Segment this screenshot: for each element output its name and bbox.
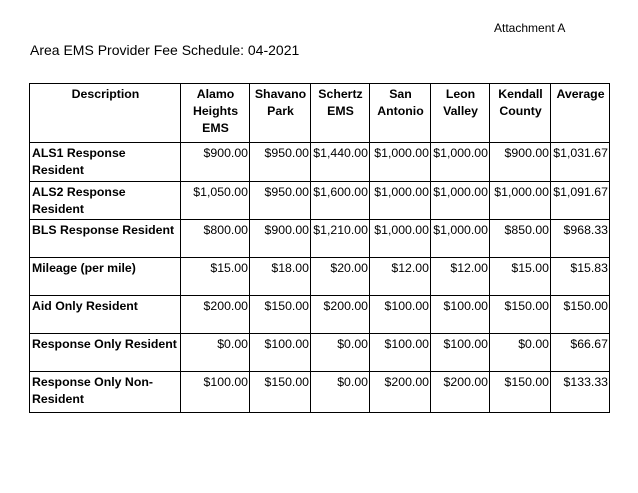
fee-cell: $200.00 [370, 372, 431, 413]
fee-cell: $100.00 [181, 372, 250, 413]
fee-cell: $18.00 [250, 258, 311, 296]
fee-cell: $1,050.00 [181, 182, 250, 220]
fee-cell: $200.00 [311, 296, 370, 334]
fee-cell: $900.00 [181, 143, 250, 182]
row-description: Aid Only Resident [30, 296, 181, 334]
fee-cell: $200.00 [431, 372, 490, 413]
table-row [30, 143, 610, 182]
table-row [30, 258, 610, 296]
column-header-leon-valley: Leon Valley [431, 84, 490, 143]
fee-cell: $0.00 [311, 372, 370, 413]
fee-cell: $1,600.00 [311, 182, 370, 220]
fee-cell: $100.00 [370, 296, 431, 334]
row-description: Response Only Non-Resident [30, 372, 181, 413]
fee-cell: $0.00 [490, 334, 551, 372]
fee-cell: $100.00 [370, 334, 431, 372]
row-description: BLS Response Resident [30, 220, 181, 258]
page-title: Area EMS Provider Fee Schedule: 04-2021 [30, 42, 300, 58]
fee-cell: $1,000.00 [431, 143, 490, 182]
fee-cell: $100.00 [431, 334, 490, 372]
fee-cell: $1,000.00 [431, 220, 490, 258]
fee-cell: $200.00 [181, 296, 250, 334]
table-header-row [30, 84, 610, 143]
fee-cell: $15.00 [490, 258, 551, 296]
fee-cell: $1,000.00 [370, 182, 431, 220]
fee-cell: $900.00 [490, 143, 551, 182]
average-cell: $150.00 [551, 296, 610, 334]
fee-cell: $150.00 [490, 372, 551, 413]
table-row [30, 182, 610, 220]
fee-cell: $1,000.00 [370, 143, 431, 182]
column-header-shavano-park: Shavano Park [250, 84, 311, 143]
fee-cell: $900.00 [250, 220, 311, 258]
column-header-description: Description [30, 84, 181, 143]
average-cell: $133.33 [551, 372, 610, 413]
average-cell: $1,091.67 [551, 182, 610, 220]
column-header-average: Average [551, 84, 610, 143]
fee-cell: $150.00 [250, 372, 311, 413]
fee-cell: $1,210.00 [311, 220, 370, 258]
table-row [30, 220, 610, 258]
fee-cell: $800.00 [181, 220, 250, 258]
column-header-alamo-heights: Alamo Heights EMS [181, 84, 250, 143]
fee-cell: $950.00 [250, 182, 311, 220]
row-description: ALS1 Response Resident [30, 143, 181, 182]
row-description: Response Only Resident [30, 334, 181, 372]
fee-cell: $1,000.00 [370, 220, 431, 258]
fee-cell: $850.00 [490, 220, 551, 258]
row-description: ALS2 Response Resident [30, 182, 181, 220]
fee-cell: $1,000.00 [431, 182, 490, 220]
fee-cell: $100.00 [431, 296, 490, 334]
table-row [30, 296, 610, 334]
fee-cell: $20.00 [311, 258, 370, 296]
fee-cell: $1,000.00 [490, 182, 551, 220]
average-cell: $15.83 [551, 258, 610, 296]
fee-cell: $150.00 [250, 296, 311, 334]
fee-schedule-table [29, 83, 610, 413]
table-row [30, 334, 610, 372]
fee-cell: $12.00 [370, 258, 431, 296]
attachment-label: Attachment A [494, 21, 566, 35]
row-description: Mileage (per mile) [30, 258, 181, 296]
column-header-schertz: Schertz EMS [311, 84, 370, 143]
column-header-kendall-county: Kendall County [490, 84, 551, 143]
average-cell: $66.67 [551, 334, 610, 372]
fee-cell: $15.00 [181, 258, 250, 296]
fee-cell: $0.00 [311, 334, 370, 372]
fee-cell: $0.00 [181, 334, 250, 372]
fee-cell: $150.00 [490, 296, 551, 334]
fee-cell: $1,440.00 [311, 143, 370, 182]
fee-cell: $12.00 [431, 258, 490, 296]
fee-cell: $950.00 [250, 143, 311, 182]
table-row [30, 372, 610, 413]
fee-cell: $100.00 [250, 334, 311, 372]
average-cell: $968.33 [551, 220, 610, 258]
average-cell: $1,031.67 [551, 143, 610, 182]
column-header-san-antonio: San Antonio [370, 84, 431, 143]
